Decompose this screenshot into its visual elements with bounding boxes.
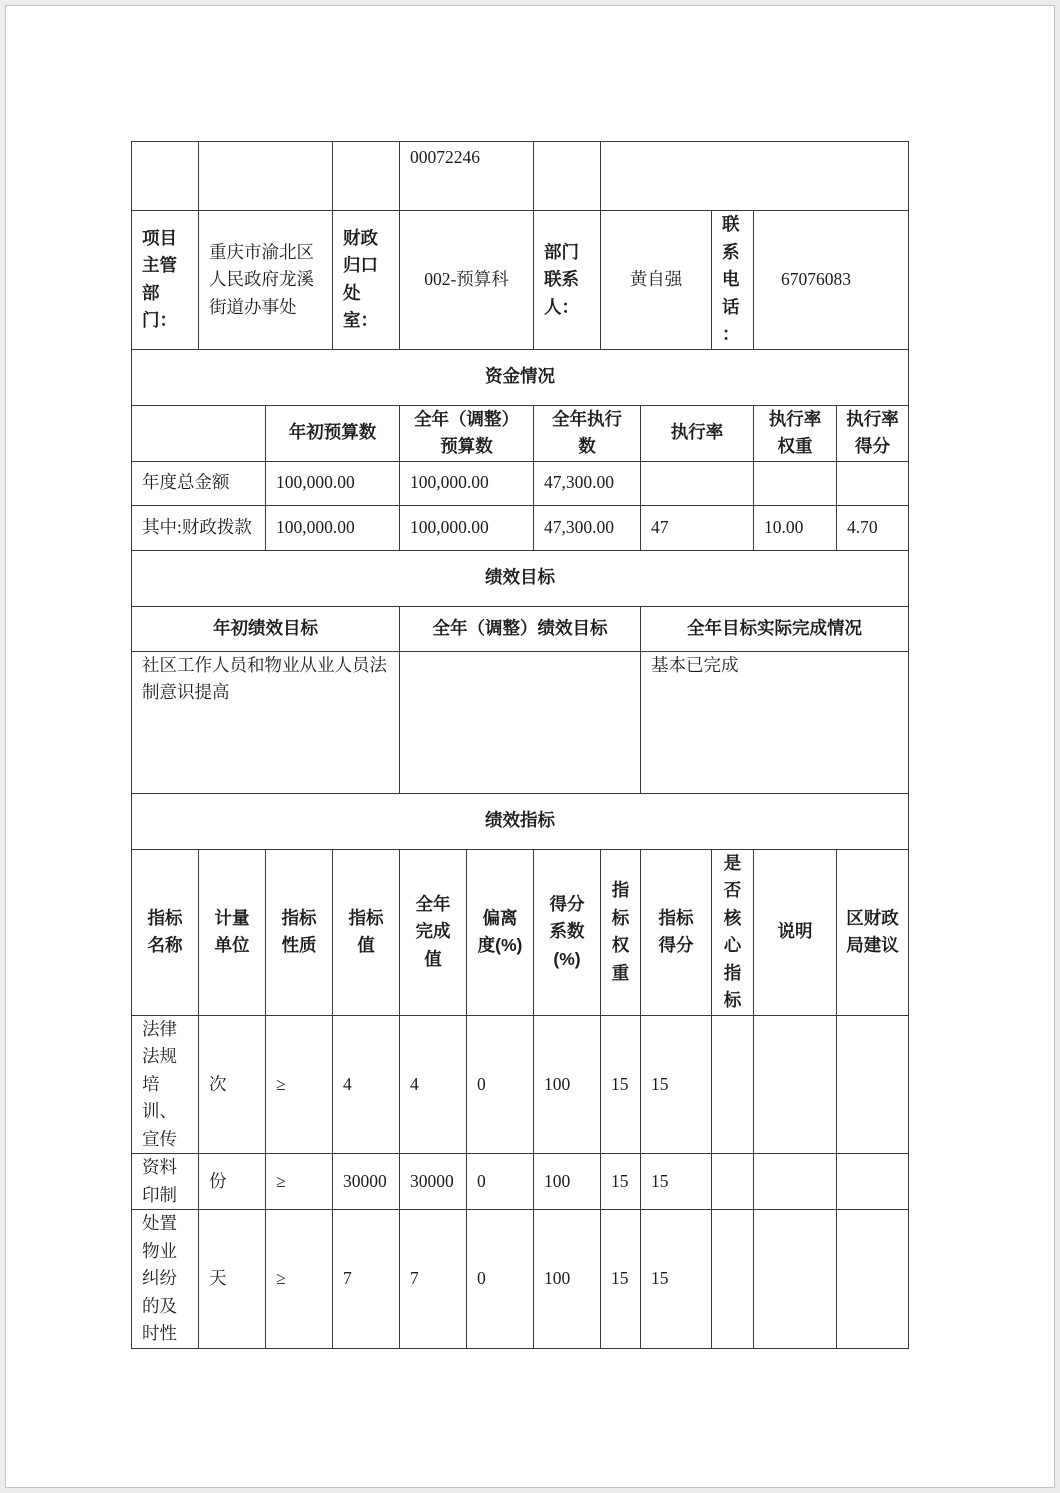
header-adjusted-goal: 全年（调整）绩效目标 <box>400 606 641 651</box>
indicator-score: 15 <box>641 1210 712 1349</box>
indicator-nature: ≥ <box>266 1015 333 1154</box>
contact-value: 黄自强 <box>601 211 712 350</box>
indicator-deviation: 0 <box>467 1015 534 1154</box>
table-row <box>132 461 909 505</box>
header-rate-weight: 执行率权重 <box>754 405 837 461</box>
blank-cell <box>837 1154 909 1210</box>
indicators-section-title: 绩效指标 <box>132 793 909 849</box>
header-weight: 指标权重 <box>601 849 641 1015</box>
blank-cell <box>333 142 400 211</box>
funds-row-label: 年度总金额 <box>132 461 266 505</box>
finance-office-value: 002-预算科 <box>400 211 534 350</box>
indicator-score: 15 <box>641 1015 712 1154</box>
indicator-target: 4 <box>333 1015 400 1154</box>
header-actual-completion: 全年目标实际完成情况 <box>641 606 909 651</box>
table-row <box>132 405 909 461</box>
adjusted-budget-value: 100,000.00 <box>400 505 534 550</box>
blank-cell <box>199 142 333 211</box>
indicator-target: 30000 <box>333 1154 400 1210</box>
indicator-name: 法律法规培训、宣传 <box>132 1015 199 1154</box>
blank-cell <box>641 461 754 505</box>
indicator-weight: 15 <box>601 1154 641 1210</box>
indicator-deviation: 0 <box>467 1210 534 1349</box>
indicator-name: 处置物业纠纷的及时性 <box>132 1210 199 1349</box>
blank-cell <box>132 142 199 211</box>
blank-cell <box>712 1154 754 1210</box>
phone-value: 67076083 <box>754 211 909 350</box>
indicator-nature: ≥ <box>266 1154 333 1210</box>
indicator-actual: 4 <box>400 1015 467 1154</box>
table-row <box>132 1154 909 1210</box>
header-note: 说明 <box>754 849 837 1015</box>
indicator-coefficient: 100 <box>534 1015 601 1154</box>
dept-value: 重庆市渝北区人民政府龙溪街道办事处 <box>199 211 333 350</box>
goals-section-title: 绩效目标 <box>132 550 909 606</box>
initial-budget-value: 100,000.00 <box>266 461 400 505</box>
adjusted-budget-value: 100,000.00 <box>400 461 534 505</box>
funds-row-label: 其中:财政拨款 <box>132 505 266 550</box>
indicator-target: 7 <box>333 1210 400 1349</box>
table-row <box>132 606 909 651</box>
table-row <box>132 1210 909 1349</box>
table-row <box>132 550 909 606</box>
table-row <box>132 505 909 550</box>
table-row <box>132 1015 909 1154</box>
phone-label: 联系电话： <box>712 211 754 350</box>
blank-cell <box>601 142 909 211</box>
indicator-unit: 份 <box>199 1154 266 1210</box>
indicator-deviation: 0 <box>467 1154 534 1210</box>
blank-cell <box>754 1015 837 1154</box>
blank-cell <box>837 1015 909 1154</box>
indicator-weight: 15 <box>601 1015 641 1154</box>
header-unit: 计量单位 <box>199 849 266 1015</box>
executed-value: 47,300.00 <box>534 505 641 550</box>
executed-value: 47,300.00 <box>534 461 641 505</box>
header-actual: 全年完成值 <box>400 849 467 1015</box>
indicator-score: 15 <box>641 1154 712 1210</box>
table-row <box>132 651 909 793</box>
blank-cell <box>837 1210 909 1349</box>
header-initial-budget: 年初预算数 <box>266 405 400 461</box>
indicator-coefficient: 100 <box>534 1210 601 1349</box>
table-row <box>132 142 909 211</box>
adjusted-goal-text <box>400 651 641 793</box>
header-core: 是否核心指标 <box>712 849 754 1015</box>
rate-score-value: 4.70 <box>837 505 909 550</box>
blank-cell <box>132 405 266 461</box>
table-row <box>132 349 909 405</box>
header-target: 指标值 <box>333 849 400 1015</box>
blank-cell <box>754 1154 837 1210</box>
indicator-actual: 30000 <box>400 1154 467 1210</box>
rate-weight-value: 10.00 <box>754 505 837 550</box>
header-indicator-name: 指标名称 <box>132 849 199 1015</box>
header-executed: 全年执行数 <box>534 405 641 461</box>
blank-cell <box>534 142 601 211</box>
indicator-unit: 天 <box>199 1210 266 1349</box>
header-suggestion: 区财政局建议 <box>837 849 909 1015</box>
indicator-weight: 15 <box>601 1210 641 1349</box>
table-row <box>132 793 909 849</box>
header-deviation: 偏离度(%) <box>467 849 534 1015</box>
header-adjusted-budget: 全年（调整）预算数 <box>400 405 534 461</box>
header-rate-score: 执行率得分 <box>837 405 909 461</box>
actual-completion-text: 基本已完成 <box>641 651 909 793</box>
header-nature: 指标性质 <box>266 849 333 1015</box>
indicator-unit: 次 <box>199 1015 266 1154</box>
performance-evaluation-table <box>131 141 909 1349</box>
funds-section-title: 资金情况 <box>132 349 909 405</box>
indicator-actual: 7 <box>400 1210 467 1349</box>
indicator-nature: ≥ <box>266 1210 333 1349</box>
initial-goal-text: 社区工作人员和物业从业人员法制意识提高 <box>132 651 400 793</box>
finance-office-label: 财政归口处室： <box>333 211 400 350</box>
table-row <box>132 849 909 1015</box>
blank-cell <box>754 1210 837 1349</box>
header-execution-rate: 执行率 <box>641 405 754 461</box>
header-score: 指标得分 <box>641 849 712 1015</box>
header-coefficient: 得分系数(%) <box>534 849 601 1015</box>
blank-cell <box>712 1015 754 1154</box>
dept-label: 项目主管部门： <box>132 211 199 350</box>
blank-cell <box>712 1210 754 1349</box>
contact-label: 部门联系人： <box>534 211 601 350</box>
indicator-name: 资料印制 <box>132 1154 199 1210</box>
blank-cell <box>837 461 909 505</box>
execution-rate-value: 47 <box>641 505 754 550</box>
blank-cell <box>754 461 837 505</box>
table-row <box>132 211 909 350</box>
indicator-coefficient: 100 <box>534 1154 601 1210</box>
header-initial-goal: 年初绩效目标 <box>132 606 400 651</box>
project-code: 00072246 <box>400 142 534 211</box>
initial-budget-value: 100,000.00 <box>266 505 400 550</box>
